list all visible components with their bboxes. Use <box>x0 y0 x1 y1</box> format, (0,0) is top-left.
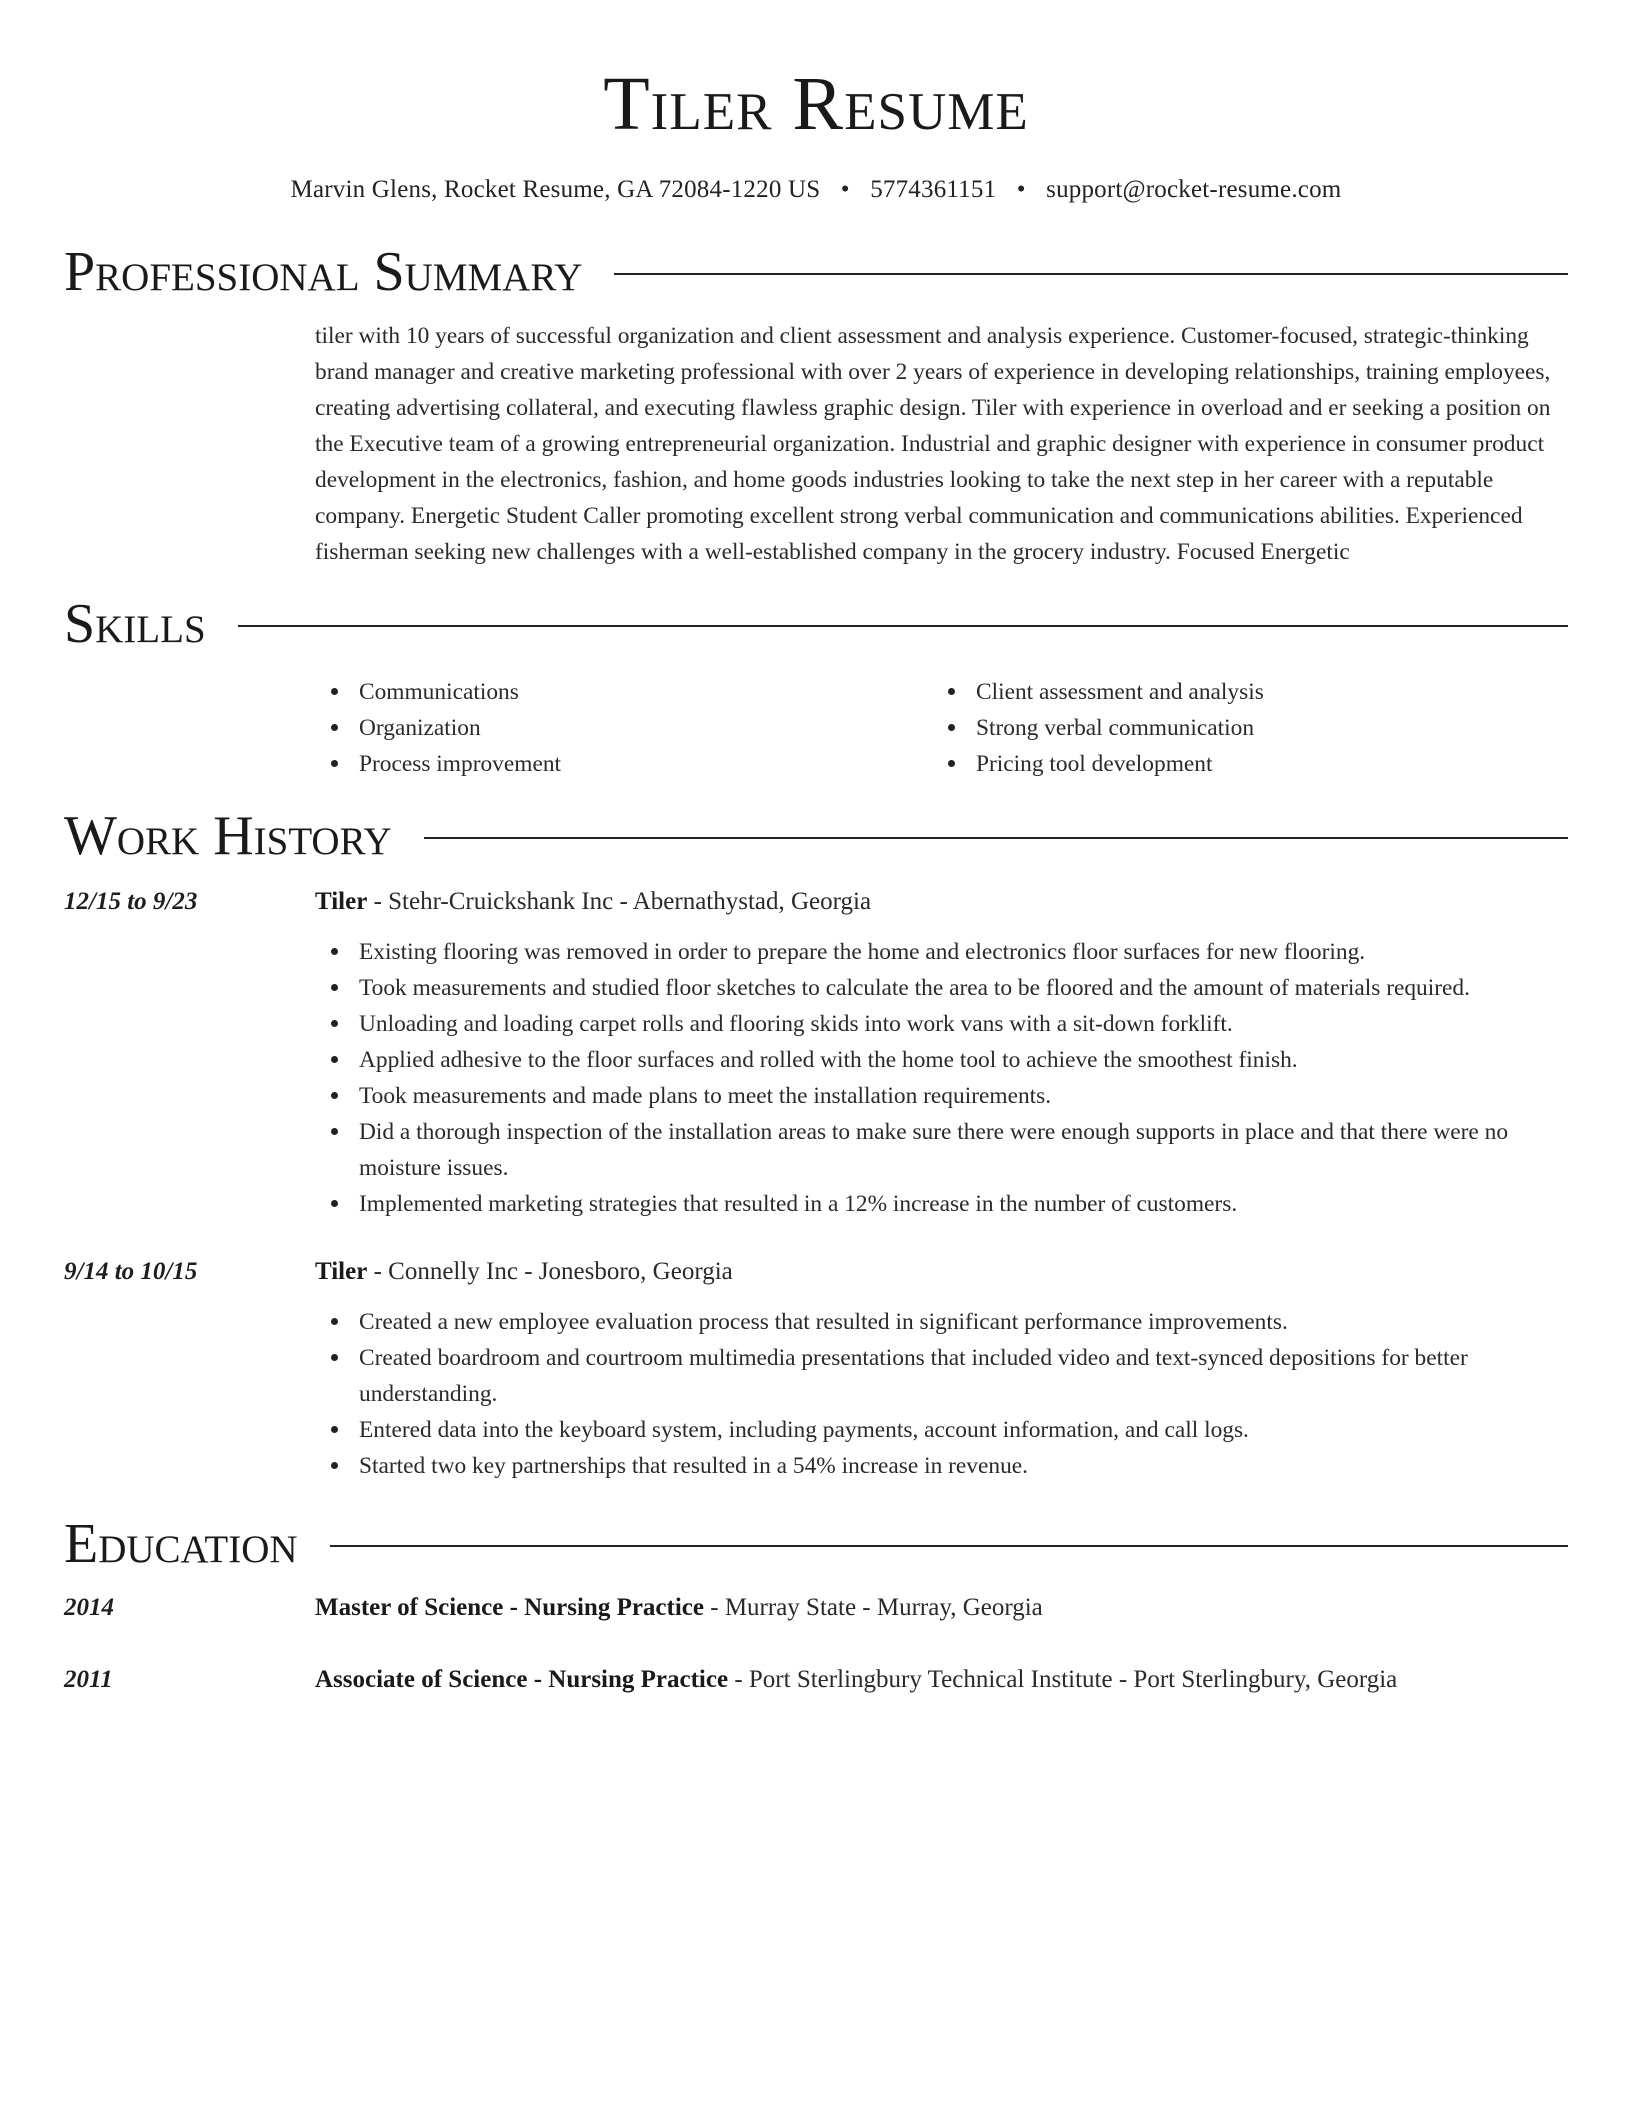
bullet-icon <box>331 948 338 955</box>
bullet-icon <box>331 688 338 695</box>
job-title-line <box>315 1254 1568 1290</box>
job-bullet <box>315 934 1568 970</box>
job-bullet-text: Unloading and loading carpet rolls and flooring skids into work vans with a sit-down forklift. <box>359 1011 1233 1037</box>
job-bullet <box>315 1078 1568 1114</box>
education-body <box>315 1590 1568 1626</box>
skills-list <box>315 674 1568 782</box>
education-section-header <box>64 1512 1568 1576</box>
skill-item-text: Communications <box>359 679 519 705</box>
job-bullet-text: Took measurements and made plans to meet the installation requirements. <box>359 1083 1052 1109</box>
bullet-icon <box>331 724 338 731</box>
resume-name: Tiler Resume <box>603 62 1029 146</box>
education-degree: Associate of Science - Nursing Practice <box>315 1666 729 1693</box>
job-bullet-text: Entered data into the keyboard system, including payments, account information, and call logs. <box>359 1417 1249 1443</box>
job-employer-location: - Stehr-Cruickshank Inc - Abernathystad, Georgia <box>367 888 872 915</box>
summary-heading: Professional Summary <box>64 241 583 303</box>
work-section-header <box>64 804 1568 868</box>
job-bullet <box>315 1114 1568 1186</box>
job-title: Tiler <box>315 888 368 915</box>
education-school-location: - Port Sterlingbury Technical Institute - Port Sterlingbury, Georgia <box>728 1666 1398 1693</box>
bullet-icon <box>331 1020 338 1027</box>
job-body <box>315 884 1568 1222</box>
education-year: 2011 <box>64 1666 113 1693</box>
bullet-icon <box>331 1092 338 1099</box>
education-school-location: - Murray State - Murray, Georgia <box>704 1594 1043 1621</box>
skill-item <box>315 746 932 782</box>
job-bullet-text: Created boardroom and courtroom multimedia presentations that included video and text-synced depositions for better understanding. <box>359 1345 1468 1407</box>
job-bullet <box>315 1304 1568 1340</box>
job-title: Tiler <box>315 1258 368 1285</box>
summary-text: tiler with 10 years of successful organization and client assessment and analysis experience. Customer-focused, strategic-thinking brand manager and creative marketing professional with over 2 years of experience in developing relationships, training employees, creating advertising collateral, and executing flawless graphic design. Tiler with experience in overload and er seeking a position on the Executive team of a growing entrepreneurial organization. Industrial and graphic designer with experience in consumer product development in the electronics, fashion, and home goods industries looking to take the next step in her career with a reputable company. Energetic Student Caller promoting excellent strong verbal communication and communications abilities. Experienced fisherman seeking new challenges with a well-established company in the grocery industry. Focused Energetic <box>315 323 1551 565</box>
resume-page <box>64 0 1568 1698</box>
job-dates: 9/14 to 10/15 <box>64 1258 198 1285</box>
bullet-icon <box>331 1426 338 1433</box>
job-bullet-text: Created a new employee evaluation process that resulted in significant performance improvements. <box>359 1309 1288 1335</box>
email: support@rocket-resume.com <box>1046 176 1342 203</box>
job-bullet-text: Took measurements and studied floor sketches to calculate the area to be floored and the amount of materials required. <box>359 975 1470 1001</box>
summary-section-header <box>64 240 1568 304</box>
job-entry <box>64 884 1568 1222</box>
job-bullet-text: Implemented marketing strategies that resulted in a 12% increase in the number of customers. <box>359 1191 1238 1217</box>
job-bullet <box>315 1448 1568 1484</box>
skill-item <box>932 710 1549 746</box>
job-title-line <box>315 884 1568 920</box>
job-bullet <box>315 1006 1568 1042</box>
work-heading: Work History <box>64 805 392 867</box>
bullet-icon <box>948 724 955 731</box>
separator-dot: • <box>840 176 850 203</box>
job-bullet <box>315 1042 1568 1078</box>
skill-item <box>932 746 1549 782</box>
bullet-icon <box>331 760 338 767</box>
education-heading: Education <box>64 1513 298 1575</box>
section-divider <box>424 837 1568 839</box>
job-bullet <box>315 1412 1568 1448</box>
bullet-icon <box>331 1318 338 1325</box>
skills-column-left <box>315 674 932 782</box>
job-bullet-text: Did a thorough inspection of the installation areas to make sure there were enough supports in place and that there were no moisture issues. <box>359 1119 1509 1181</box>
education-list <box>64 1590 1568 1698</box>
skills-section-header <box>64 592 1568 656</box>
bullet-icon <box>331 1354 338 1361</box>
skill-item-text: Organization <box>359 715 481 741</box>
job-bullet <box>315 1186 1568 1222</box>
job-body <box>315 1254 1568 1484</box>
job-bullets <box>315 934 1568 1222</box>
phone: 5774361151 <box>870 176 997 203</box>
job-bullet-text: Started two key partnerships that resulted in a 54% increase in revenue. <box>359 1453 1029 1479</box>
bullet-icon <box>948 688 955 695</box>
skills-heading: Skills <box>64 593 206 655</box>
bullet-icon <box>331 1128 338 1135</box>
education-degree: Master of Science - Nursing Practice <box>315 1594 704 1621</box>
education-year: 2014 <box>64 1594 114 1621</box>
bullet-icon <box>331 1462 338 1469</box>
job-bullet <box>315 1340 1568 1412</box>
bullet-icon <box>948 760 955 767</box>
bullet-icon <box>331 1200 338 1207</box>
job-employer-location: - Connelly Inc - Jonesboro, Georgia <box>367 1258 733 1285</box>
section-divider <box>238 625 1568 627</box>
education-entry <box>64 1590 1568 1626</box>
skill-item <box>315 710 932 746</box>
job-bullet <box>315 970 1568 1006</box>
skills-column-right <box>932 674 1549 782</box>
skill-item <box>315 674 932 710</box>
job-dates: 12/15 to 9/23 <box>64 888 198 915</box>
bullet-icon <box>331 1056 338 1063</box>
contact-line <box>64 174 1568 206</box>
work-history-list <box>64 884 1568 1484</box>
section-divider <box>330 1545 1568 1547</box>
skill-item-text: Strong verbal communication <box>976 715 1255 741</box>
bullet-icon <box>331 984 338 991</box>
address: Marvin Glens, Rocket Resume, GA 72084-1220 US <box>290 176 821 203</box>
skill-item-text: Pricing tool development <box>976 751 1213 777</box>
job-bullet-text: Applied adhesive to the floor surfaces and rolled with the home tool to achieve the smoothest finish. <box>359 1047 1298 1073</box>
skill-item <box>932 674 1549 710</box>
education-body <box>315 1662 1568 1698</box>
skill-item-text: Client assessment and analysis <box>976 679 1264 705</box>
education-entry <box>64 1662 1568 1698</box>
job-entry <box>64 1254 1568 1484</box>
separator-dot: • <box>1016 176 1026 203</box>
section-divider <box>614 273 1568 275</box>
job-bullets <box>315 1304 1568 1484</box>
skill-item-text: Process improvement <box>359 751 562 777</box>
job-bullet-text: Existing flooring was removed in order to prepare the home and electronics floor surfaces for new flooring. <box>359 939 1366 965</box>
